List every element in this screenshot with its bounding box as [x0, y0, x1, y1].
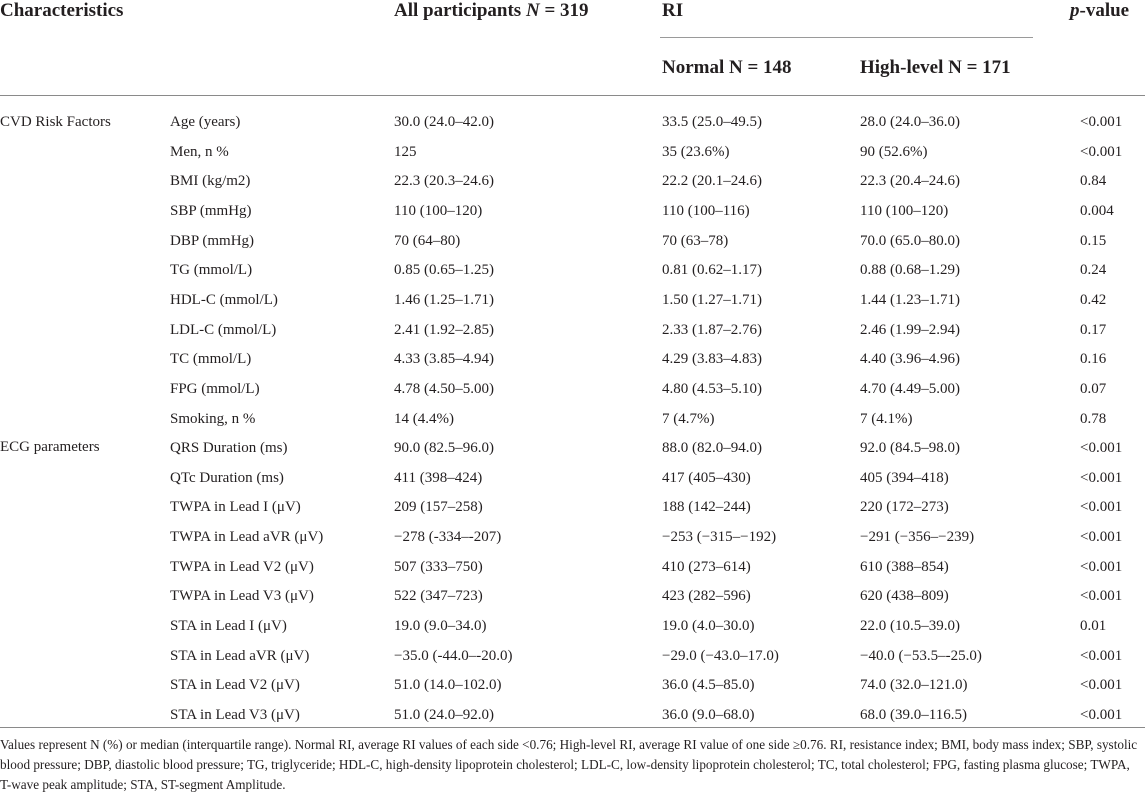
header-p-symbol: p — [1070, 0, 1080, 21]
row-characteristic: FPG (mmol/L) — [170, 381, 260, 397]
row-characteristic: DBP (mmHg) — [170, 233, 255, 249]
row-high-level-ri: 92.0 (84.5–98.0) — [860, 440, 960, 456]
row-normal-ri: 1.50 (1.27–1.71) — [662, 292, 762, 308]
row-high-level-ri: 28.0 (24.0–36.0) — [860, 114, 960, 130]
row-high-level-ri: 7 (4.1%) — [860, 411, 913, 427]
row-all-participants: 90.0 (82.5–96.0) — [394, 440, 494, 456]
row-normal-ri: 88.0 (82.0–94.0) — [662, 440, 762, 456]
table-footnote: Values represent N (%) or median (interquartile range). Normal RI, average RI values of each side <0.76; High-level RI, average RI value of one side ≥0.76. RI, resistance index; BMI, body mass index; SBP, systolic blood pressure; DBP, diastolic blood pressure; TG, triglyceride; HDL-C, high-density lipoprotein cholesterol; LDL-C, low-density lipoprotein cholesterol; TC, total cholesterol; FPG, fasting plasma glucose; TWPA, T-wave peak amplitude; STA, ST-segment Amplitude. — [0, 737, 1138, 792]
row-high-level-ri: 22.0 (10.5–39.0) — [860, 618, 960, 634]
row-p-value: 0.004 — [1080, 203, 1114, 219]
row-high-level-ri: 620 (438–809) — [860, 588, 949, 604]
row-normal-ri: 19.0 (4.0–30.0) — [662, 618, 755, 634]
row-characteristic: SBP (mmHg) — [170, 203, 252, 219]
row-all-participants: 1.46 (1.25–1.71) — [394, 292, 494, 308]
row-all-participants: 0.85 (0.65–1.25) — [394, 262, 494, 278]
row-p-value: <0.001 — [1080, 114, 1123, 130]
row-high-level-ri: 220 (172–273) — [860, 499, 949, 515]
row-all-participants: 14 (4.4%) — [394, 411, 454, 427]
row-high-level-ri: 1.44 (1.23–1.71) — [860, 292, 960, 308]
row-characteristic: QTc Duration (ms) — [170, 470, 284, 486]
row-all-participants: 30.0 (24.0–42.0) — [394, 114, 494, 130]
row-high-level-ri: 4.40 (3.96–4.96) — [860, 351, 960, 367]
row-characteristic: TWPA in Lead V2 (μV) — [170, 559, 314, 575]
group-label-ecg: ECG parameters — [0, 439, 100, 455]
row-characteristic: QRS Duration (ms) — [170, 440, 288, 456]
row-p-value: 0.17 — [1080, 322, 1107, 338]
row-characteristic: BMI (kg/m2) — [170, 173, 251, 189]
row-p-value: 0.01 — [1080, 618, 1107, 634]
row-all-participants: 51.0 (24.0–92.0) — [394, 707, 494, 723]
row-high-level-ri: −40.0 (−53.5–-25.0) — [860, 648, 982, 664]
row-all-participants: 125 — [394, 144, 417, 160]
row-p-value: 0.78 — [1080, 411, 1107, 427]
row-characteristic: STA in Lead V2 (μV) — [170, 677, 300, 693]
row-normal-ri: 7 (4.7%) — [662, 411, 715, 427]
header-p-value — [1070, 0, 1129, 22]
row-all-participants: 522 (347–723) — [394, 588, 483, 604]
row-characteristic: STA in Lead I (μV) — [170, 618, 287, 634]
header-high-level: High-level N = 171 — [860, 57, 1011, 78]
row-p-value: <0.001 — [1080, 677, 1123, 693]
row-normal-ri: 4.29 (3.83–4.83) — [662, 351, 762, 367]
row-normal-ri: 0.81 (0.62–1.17) — [662, 262, 762, 278]
row-all-participants: 411 (398–424) — [394, 470, 483, 486]
row-high-level-ri: 90 (52.6%) — [860, 144, 928, 160]
row-characteristic: STA in Lead V3 (μV) — [170, 707, 300, 723]
row-normal-ri: −29.0 (−43.0–17.0) — [662, 648, 779, 664]
row-p-value: 0.42 — [1080, 292, 1107, 308]
row-p-value: <0.001 — [1080, 144, 1123, 160]
row-characteristic: Age (years) — [170, 114, 241, 130]
row-normal-ri: 423 (282–596) — [662, 588, 751, 604]
header-all-n-symbol: N — [525, 0, 540, 21]
row-characteristic: TWPA in Lead V3 (μV) — [170, 588, 314, 604]
row-p-value: 0.07 — [1080, 381, 1107, 397]
row-characteristic: STA in Lead aVR (μV) — [170, 648, 310, 664]
group-label-cvd: CVD Risk Factors — [0, 114, 111, 130]
row-high-level-ri: 405 (394–418) — [860, 470, 949, 486]
ri-group-rule — [660, 37, 1033, 38]
header-p-suffix: -value — [1079, 0, 1130, 21]
row-all-participants: 110 (100–120) — [394, 203, 483, 219]
row-high-level-ri: 2.46 (1.99–2.94) — [860, 322, 960, 338]
row-p-value: <0.001 — [1080, 470, 1123, 486]
header-all-n-value: = 319 — [539, 0, 589, 21]
row-normal-ri: 417 (405–430) — [662, 470, 751, 486]
row-normal-ri: 36.0 (4.5–85.0) — [662, 677, 755, 693]
row-normal-ri: 410 (273–614) — [662, 559, 751, 575]
row-high-level-ri: −291 (−356–−239) — [860, 529, 975, 545]
row-all-participants: 4.33 (3.85–4.94) — [394, 351, 494, 367]
row-p-value: 0.24 — [1080, 262, 1107, 278]
row-normal-ri: 36.0 (9.0–68.0) — [662, 707, 755, 723]
row-high-level-ri: 110 (100–120) — [860, 203, 949, 219]
row-characteristic: TG (mmol/L) — [170, 262, 253, 278]
row-normal-ri: 110 (100–116) — [662, 203, 750, 219]
row-normal-ri: 70 (63–78) — [662, 233, 729, 249]
row-high-level-ri: 0.88 (0.68–1.29) — [860, 262, 960, 278]
row-all-participants: 209 (157–258) — [394, 499, 483, 515]
header-all-participants — [394, 0, 589, 22]
row-p-value: <0.001 — [1080, 440, 1123, 456]
row-high-level-ri: 610 (388–854) — [860, 559, 949, 575]
row-all-participants: 19.0 (9.0–34.0) — [394, 618, 487, 634]
row-normal-ri: 22.2 (20.1–24.6) — [662, 173, 762, 189]
row-normal-ri: −253 (−315–−192) — [662, 529, 777, 545]
header-ri-group: RI — [662, 0, 684, 21]
row-p-value: 0.16 — [1080, 351, 1107, 367]
row-all-participants: −35.0 (-44.0–-20.0) — [394, 648, 513, 664]
row-p-value: 0.84 — [1080, 173, 1107, 189]
row-p-value: <0.001 — [1080, 648, 1123, 664]
header-all-label: All participants — [394, 0, 526, 21]
row-normal-ri: 35 (23.6%) — [662, 144, 730, 160]
row-p-value: <0.001 — [1080, 559, 1123, 575]
row-all-participants: −278 (-334–-207) — [394, 529, 502, 545]
row-normal-ri: 2.33 (1.87–2.76) — [662, 322, 762, 338]
row-high-level-ri: 4.70 (4.49–5.00) — [860, 381, 960, 397]
row-high-level-ri: 68.0 (39.0–116.5) — [860, 707, 967, 723]
row-all-participants: 507 (333–750) — [394, 559, 483, 575]
table-bottom-rule — [0, 727, 1145, 728]
row-characteristic: Men, n % — [170, 144, 229, 160]
row-all-participants: 2.41 (1.92–2.85) — [394, 322, 494, 338]
row-all-participants: 70 (64–80) — [394, 233, 461, 249]
row-characteristic: TC (mmol/L) — [170, 351, 252, 367]
row-all-participants: 4.78 (4.50–5.00) — [394, 381, 494, 397]
row-all-participants: 22.3 (20.3–24.6) — [394, 173, 494, 189]
header-characteristics: Characteristics — [0, 0, 124, 21]
row-all-participants: 51.0 (14.0–102.0) — [394, 677, 502, 693]
row-p-value: <0.001 — [1080, 588, 1123, 604]
row-p-value: <0.001 — [1080, 529, 1123, 545]
row-p-value: <0.001 — [1080, 499, 1123, 515]
row-high-level-ri: 22.3 (20.4–24.6) — [860, 173, 960, 189]
row-characteristic: LDL-C (mmol/L) — [170, 322, 277, 338]
row-p-value: 0.15 — [1080, 233, 1107, 249]
row-characteristic: TWPA in Lead aVR (μV) — [170, 529, 324, 545]
row-high-level-ri: 74.0 (32.0–121.0) — [860, 677, 968, 693]
row-high-level-ri: 70.0 (65.0–80.0) — [860, 233, 960, 249]
row-p-value: <0.001 — [1080, 707, 1123, 723]
header-normal: Normal N = 148 — [662, 57, 792, 78]
row-characteristic: HDL-C (mmol/L) — [170, 292, 278, 308]
row-normal-ri: 33.5 (25.0–49.5) — [662, 114, 762, 130]
header-bottom-rule — [0, 95, 1145, 96]
row-characteristic: Smoking, n % — [170, 411, 256, 427]
row-normal-ri: 188 (142–244) — [662, 499, 751, 515]
row-normal-ri: 4.80 (4.53–5.10) — [662, 381, 762, 397]
row-characteristic: TWPA in Lead I (μV) — [170, 499, 301, 515]
